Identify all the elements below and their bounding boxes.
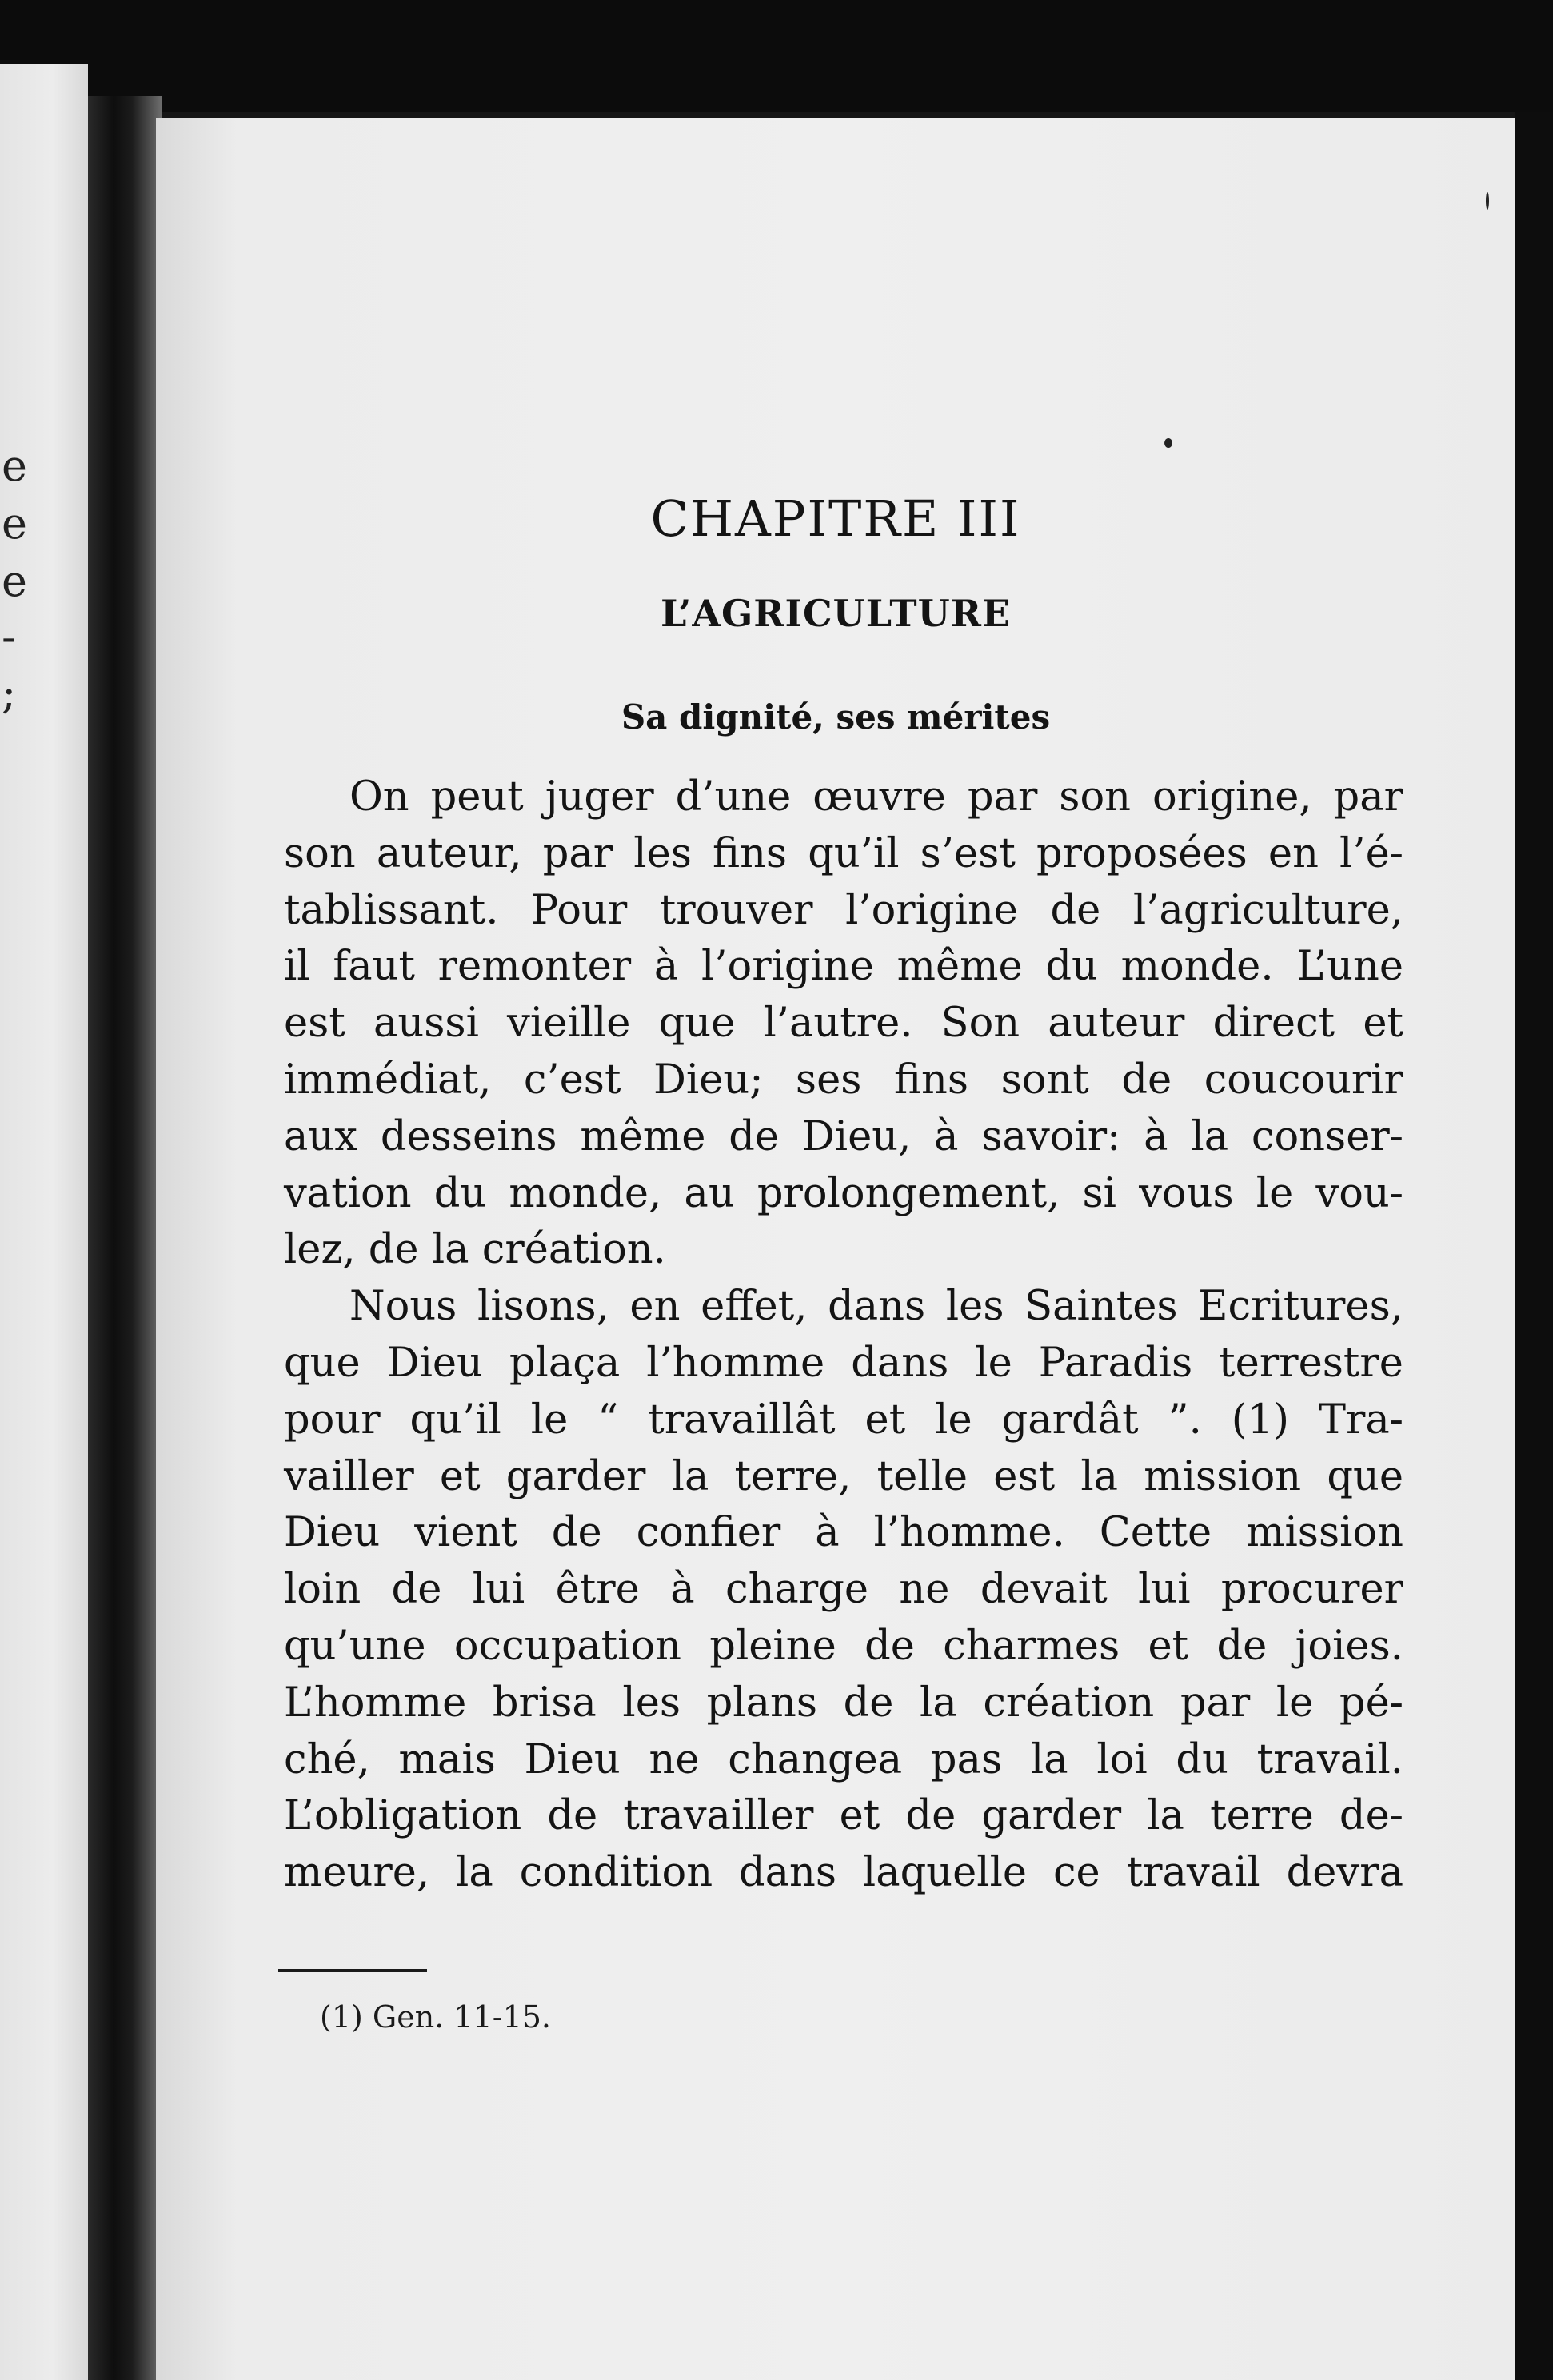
text-line: pour qu’il le “ travaillât et le gardât ”. (1) Tra- (284, 1396, 1403, 1444)
left-page-letter: e (2, 441, 27, 491)
left-page-letter: e (2, 556, 27, 606)
scan-top-border (0, 0, 1553, 112)
left-page-letter: ; (2, 668, 17, 718)
text-line: il faut remonter à l’origine même du monde. L’une (284, 943, 1403, 991)
footnote-rule (278, 1969, 427, 1972)
left-page-letter: e (2, 498, 27, 549)
paper-speck (1164, 438, 1172, 448)
text-line: L’homme brisa les plans de la création par le pé- (284, 1679, 1403, 1727)
text-line: On peut juger d’une œuvre par son origine, par (349, 773, 1403, 821)
left-facing-page-edge (0, 64, 88, 2380)
footnote: (1) Gen. 11-15. (320, 1999, 552, 2035)
section-subtitle: Sa dignité, ses mérites (621, 697, 1051, 737)
chapter-title: CHAPITRE III (650, 489, 1021, 548)
scan-right-border (1515, 112, 1553, 2380)
text-line: est aussi vieille que l’autre. Son auteur direct et (284, 1000, 1403, 1048)
body-text (284, 769, 1403, 1902)
left-page-letter: - (2, 612, 17, 662)
text-line: ché, mais Dieu ne changea pas la loi du travail. (284, 1735, 1403, 1783)
text-line: tablissant. Pour trouver l’origine de l’agriculture, (284, 886, 1403, 934)
text-line: vation du monde, au prolongement, si vous le vou- (284, 1169, 1403, 1217)
text-line: vailler et garder la terre, telle est la mission que (284, 1452, 1403, 1500)
text-line: Nous lisons, en effet, dans les Saintes Ecritures, (349, 1283, 1403, 1331)
paper-speck (1486, 192, 1489, 210)
text-line: qu’une occupation pleine de charmes et de joies. (284, 1622, 1403, 1670)
section-title: L’AGRICULTURE (660, 592, 1011, 635)
text-line: loin de lui être à charge ne devait lui procurer (284, 1566, 1403, 1614)
book-binding-gutter (88, 96, 162, 2380)
text-line: Dieu vient de confier à l’homme. Cette mission (284, 1509, 1403, 1557)
text-line: son auteur, par les fins qu’il s’est proposées en l’é- (284, 829, 1403, 877)
text-line: L’obligation de travailler et de garder la terre de- (284, 1792, 1403, 1840)
text-line: immédiat, c’est Dieu; ses fins sont de coucourir (284, 1056, 1403, 1104)
text-line: meure, la condition dans laquelle ce travail devra (284, 1849, 1403, 1897)
text-line: aux desseins même de Dieu, à savoir: à la conser- (284, 1112, 1403, 1160)
text-line: que Dieu plaça l’homme dans le Paradis terrestre (284, 1339, 1403, 1387)
text-line: lez, de la création. (284, 1226, 666, 1274)
